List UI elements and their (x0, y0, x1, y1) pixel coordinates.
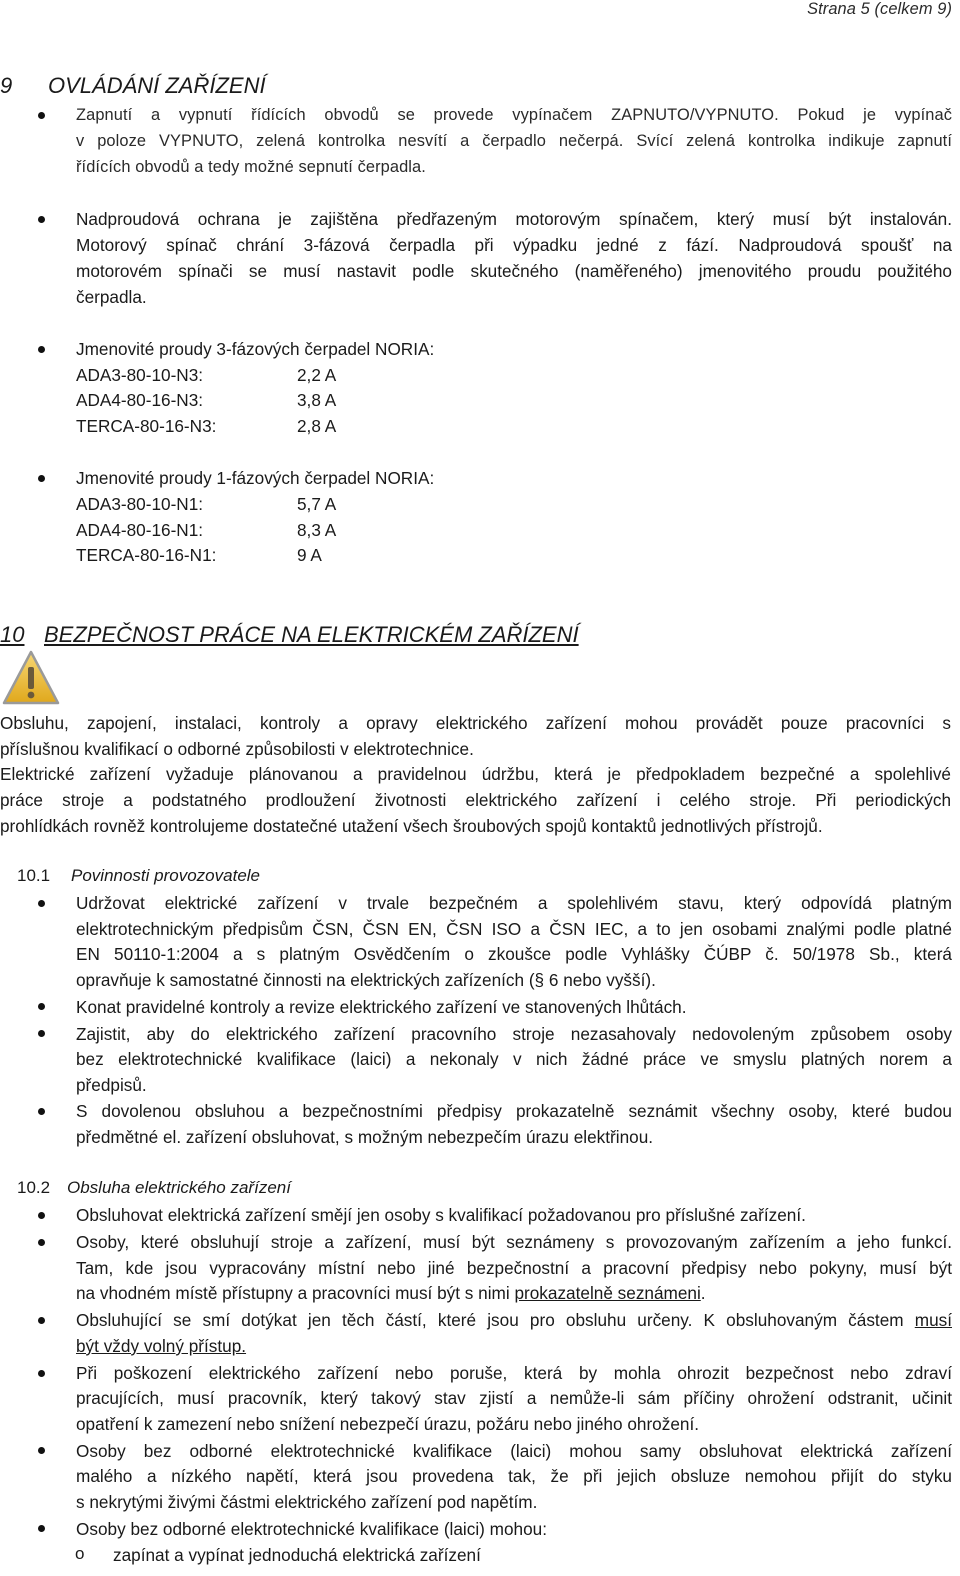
current-row-model: ADA3-80-10-N1: (76, 494, 204, 514)
section-9-title: OVLÁDÁNÍ ZAŘÍZENÍ (48, 73, 266, 98)
current-row-model: ADA4-80-16-N3: (76, 390, 204, 410)
current-row-value: 5,7 A (297, 494, 337, 514)
s102-b2-line2: Tam, kde jsou vypracovány místní nebo jiné bezpečnostní a pracovní předpisy nebo pokyny, musí být (76, 1258, 952, 1278)
s102-b5-line2: malého a nízkého napětí, která jsou provedena tak, že při jejich obsluze nemohou přijít do styku (76, 1466, 952, 1486)
bullet-icon (38, 1030, 45, 1037)
s10-p1-line1: Obsluhu, zapojení, instalaci, kontroly a opravy elektrického zařízení mohou provádět pouze pracovníci s (0, 713, 951, 733)
bullet-icon (38, 1212, 45, 1219)
s102-sub1: zapínat a vypínat jednoduchá elektrická zařízení (113, 1545, 481, 1565)
s9-b3-title: Jmenovité proudy 3-fázových čerpadel NORIA: (76, 339, 435, 359)
page-number-label: Strana 5 (celkem 9) (807, 0, 952, 18)
s9-b1-line1: Zapnutí a vypnutí řídících obvodů se provede vypínačem ZAPNUTO/VYPNUTO. Pokud je vypínač (76, 106, 952, 124)
s9-b2-line4: čerpadla. (76, 287, 147, 307)
s102-b4-line3: opatření k zamezení nebo snížení nebezpečí úrazu, požáru nebo jiného ohrožení. (76, 1414, 699, 1434)
s102-b2-line1: Osoby, které obsluhují stroje a zařízení, musí být seznámeny s provozovaným zařízením a jeho funkcí. (76, 1232, 952, 1252)
s101-b1-line4: opravňuje k samostatné činnosti na elektrických zařízeních (§ 6 nebo vyšší). (76, 970, 656, 990)
s102-b5-line3: s nekrytými živými částmi elektrického zařízení pod napětím. (76, 1492, 538, 1512)
s102-b4-line1: Při poškození elektrického zařízení nebo poruše, která by mohla ohrozit bezpečnost nebo zdraví (76, 1363, 952, 1383)
sub-bullet-marker: o (75, 1544, 85, 1563)
s101-b3-line3: předpisů. (76, 1075, 147, 1095)
s101-b1-line1: Udržovat elektrické zařízení v trvale bezpečném a spolehlivém stavu, který odpovídá platným (76, 893, 952, 913)
s101-b4-line2: předmětné el. zařízení obsluhovat, s možným nebezpečím úrazu elektřinou. (76, 1127, 654, 1147)
subsection-10-1-title: Povinnosti provozovatele (71, 866, 261, 885)
s102-b3-line2: být vždy volný přístup. (76, 1336, 247, 1356)
s10-p1-line2: příslušnou kvalifikací o odborné způsobilosti v elektrotechnice. (0, 739, 474, 759)
s9-b2-line3: motorovém spínači se musí nastavit podle skutečného (naměřeného) jmenovitého proudu použitého (76, 261, 952, 281)
s10-p2-line1: Elektrické zařízení vyžaduje plánovanou a pravidelnou údržbu, která je předpokladem bezpečné a spolehlivé (0, 764, 951, 784)
current-row-value: 9 A (297, 545, 322, 565)
s102-b3-line1 (76, 1310, 952, 1331)
s101-b1-line3: EN 50110-1:2004 a s platným Osvědčením o zkoušce podle Vyhlášky ČÚBP č. 50/1978 Sb., která (76, 944, 952, 964)
current-row-model: ADA3-80-10-N3: (76, 365, 204, 385)
s102-b2-underlined: prokazatelně seznámeni (514, 1283, 701, 1303)
s101-b3-line1: Zajistit, aby do elektrického zařízení pracovního stroje nezasahovaly nedovoleným způsobem osoby (76, 1024, 952, 1044)
s101-b3-line2: bez elektrotechnické kvalifikace (laici) a nekonaly v nich žádné práce ve smyslu platných norem a (76, 1049, 952, 1069)
bullet-icon (38, 1239, 45, 1246)
current-row-model: TERCA-80-16-N3: (76, 416, 217, 436)
s102-b2-line3-text: na vhodném místě přístupny a pracovníci musí být s nimi (76, 1283, 515, 1303)
s10-p2-line2: práce stroje a podstatného prodloužení životnosti elektrického zařízení i celého stroje. Při periodických (0, 790, 951, 810)
s101-b1-line2: elektrotechnickým předpisům ČSN, ČSN EN, ČSN ISO a ČSN IEC, a to jen osobami znalými podle platné (76, 919, 952, 939)
s102-b3-underlined: musí (914, 1310, 952, 1330)
current-row-value: 8,3 A (297, 520, 337, 540)
current-row-value: 3,8 A (297, 390, 337, 410)
current-row-value: 2,2 A (297, 365, 337, 385)
s102-b6-line1: Osoby bez odborné elektrotechnické kvalifikace (laici) mohou: (76, 1519, 547, 1539)
bullet-icon (38, 112, 45, 119)
subsection-10-2-number: 10.2 (17, 1178, 51, 1197)
bullet-icon (38, 1447, 45, 1454)
s102-b4-line2: pracujících, musí pracovník, který takový stav zjistí a nemůže-li sám příčiny ohrožení odstranit, učinit (76, 1388, 952, 1408)
s102-b5-line1: Osoby bez odborné elektrotechnické kvalifikace (laici) mohou samy obsluhovat elektrická zařízení (76, 1441, 952, 1461)
subsection-10-2-title: Obsluha elektrického zařízení (67, 1178, 291, 1197)
s102-b2-period: . (700, 1283, 706, 1303)
section-10-title: BEZPEČNOST PRÁCE NA ELEKTRICKÉM ZAŘÍZENÍ (44, 622, 579, 647)
bullet-icon (38, 900, 45, 907)
bullet-icon (38, 1370, 45, 1377)
warning-triangle-icon (2, 650, 60, 706)
s10-p2-line3: prohlídkách rovněž kontrolujeme dostatečné utažení všech šroubových spojů kontaktů jednotlivých přístrojů. (0, 816, 823, 836)
bullet-icon (38, 1525, 45, 1532)
s9-b1-line3: řídících obvodů a tedy možné sepnutí čerpadla. (76, 158, 426, 176)
bullet-icon (38, 475, 45, 482)
s102-b1-line1: Obsluhovat elektrická zařízení smějí jen osoby s kvalifikací požadovanou pro příslušné zařízení. (76, 1205, 806, 1225)
bullet-icon (38, 1317, 45, 1324)
section-9-number: 9 (0, 73, 13, 98)
s9-b2-line1: Nadproudová ochrana je zajištěna předřazeným motorovým spínačem, který musí být instalován. (76, 209, 952, 229)
section-10-number: 10 (0, 622, 25, 647)
current-row-value: 2,8 A (297, 416, 337, 436)
s9-b2-line2: Motorový spínač chrání 3-fázová čerpadla při výpadku jedné z fází. Nadproudová spoušť na (76, 235, 952, 255)
s102-b2-line3 (76, 1283, 706, 1304)
current-row-model: TERCA-80-16-N1: (76, 545, 217, 565)
subsection-10-1-number: 10.1 (17, 866, 51, 885)
s9-b1-line2: v poloze VYPNUTO, zelená kontrolka nesvítí a čerpadlo nečerpá. Svící zelená kontrolka indikuje zapnutí (76, 132, 952, 150)
current-row-model: ADA4-80-16-N1: (76, 520, 204, 540)
s9-b4-title: Jmenovité proudy 1-fázových čerpadel NORIA: (76, 468, 435, 488)
bullet-icon (38, 346, 45, 353)
bullet-icon (38, 1003, 45, 1010)
s101-b2-line1: Konat pravidelné kontroly a revize elektrického zařízení ve stanovených lhůtách. (76, 997, 687, 1017)
s101-b4-line1: S dovolenou obsluhou a bezpečnostními předpisy prokazatelně seznámit všechny osoby, které budou (76, 1101, 952, 1121)
bullet-icon (38, 216, 45, 223)
bullet-icon (38, 1108, 45, 1115)
s102-b3-line1-text: Obsluhující se smí dotýkat jen těch částí, které jsou pro obsluhu určeny. K obsluhovaným částem (76, 1310, 915, 1330)
